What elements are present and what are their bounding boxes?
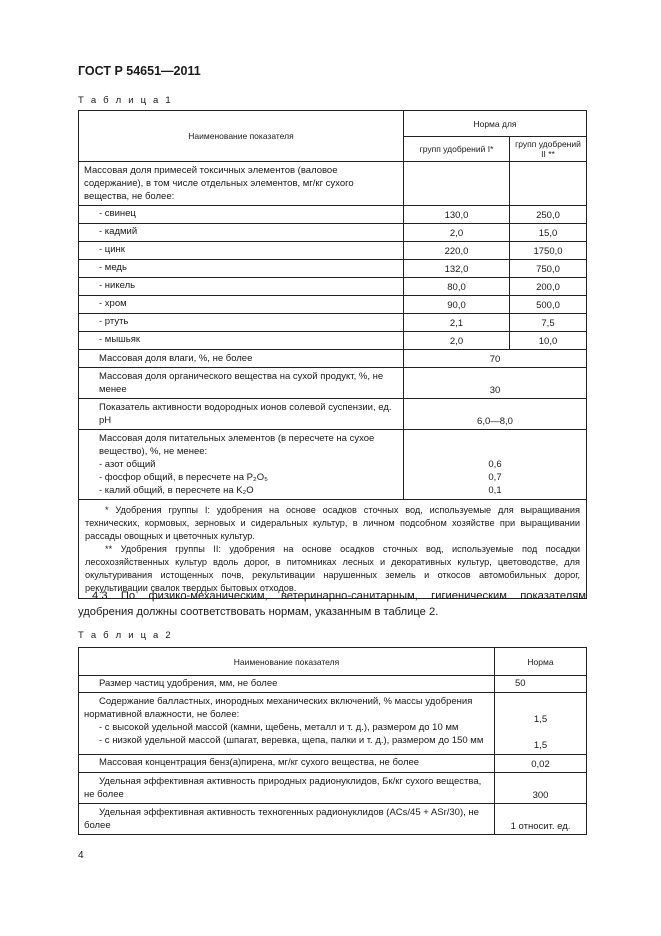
table1 <box>78 110 587 599</box>
ballast-high-value: 1,5 <box>533 714 548 725</box>
row-g1: 2,1 <box>404 314 510 332</box>
organic-value: 30 <box>404 368 587 399</box>
ph-name: Показатель активности водородных ионов солевой суспензии, ед. pH <box>79 399 404 430</box>
row-g2: 500,0 <box>510 296 587 314</box>
particle-value: 50 <box>495 676 587 693</box>
row-g1: 132,0 <box>404 260 510 278</box>
nutrients-cell <box>79 430 404 500</box>
row-name: - мышьяк <box>79 332 404 350</box>
row-name: - свинец <box>79 206 404 224</box>
row-g2: 10,0 <box>510 332 587 350</box>
ballast-cell <box>79 693 495 755</box>
table2 <box>78 647 587 835</box>
ballast-low-value: 1,5 <box>533 740 548 751</box>
natural-value: 300 <box>495 773 587 804</box>
natural-name: Удельная эффективная активность природных радионуклидов, Бк/кг сухого вещества, не более <box>79 773 495 804</box>
particle-name: Размер частиц удобрения, мм, не более <box>79 676 495 693</box>
table1-caption: Т а б л и ц а 1 <box>78 95 173 106</box>
nutrient-p-name: - фосфор общий, в пересчете на P₂O₅ <box>99 472 268 483</box>
ballast-high-name: - с высокой удельной массой (камни, щебень, металл и т. д.), размером до 10 мм <box>99 722 459 733</box>
table2-caption: Т а б л и ц а 2 <box>78 630 173 641</box>
benzpyrene-name: Массовая концентрация бенз(а)пирена, мг/кг сухого вещества, не более <box>79 755 495 773</box>
row-g1: 220,0 <box>404 242 510 260</box>
note-group1: * Удобрения группы I: удобрения на основе осадков сточных вод, используемые для выращивания технических, кормовых, зерновых и сидеральных культур, в личном подсобном хозяйстве при выращивании рассады овощных и цветочных культур. <box>85 505 580 541</box>
organic-name: Массовая доля органического вещества на сухой продукт, %, не менее <box>79 368 404 399</box>
row-name: - цинк <box>79 242 404 260</box>
row-g2: 15,0 <box>510 224 587 242</box>
row-g1: 90,0 <box>404 296 510 314</box>
nutrients-values <box>404 430 587 500</box>
ph-value: 6,0—8,0 <box>404 399 587 430</box>
ballast-name: Содержание балластных, инородных механических включений, % массы удобрения нормативной влажности, не более: <box>84 696 473 720</box>
row-g2: 750,0 <box>510 260 587 278</box>
note-group2: ** Удобрения группы II: удобрения на основе осадков сточных вод, используемые под посадки лесохозяйственных культур вдоль дорог, в питомниках лесных и декоративных культур, цветоводстве, для окультуривания истощенных почв, рекультивации нарушенных земель и откосов автомобильных дорог, рекультивации свалок твердых бытовых отходов. <box>85 544 580 593</box>
row-name: - медь <box>79 260 404 278</box>
table2-col-name: Наименование показателя <box>79 648 495 676</box>
row-g1: 80,0 <box>404 278 510 296</box>
row-name: - кадмий <box>79 224 404 242</box>
nutrients-name: Массовая доля питательных элементов (в пересчете на сухое вещество), %, не менее: <box>99 433 375 457</box>
nutrient-k-name: - калий общий, в пересчете на K₂O <box>99 485 254 496</box>
ballast-values <box>495 693 587 755</box>
moisture-name: Массовая доля влаги, %, не более <box>79 350 404 368</box>
table1-col-g1: групп удобрений I* <box>404 137 510 162</box>
ballast-low-name: - с низкой удельной массой (шпагат, веревка, щепа, палки и т. д.), размером до 150 мм <box>99 735 484 746</box>
nutrient-p-value: 0,7 <box>488 472 502 483</box>
toxic-header: Массовая доля примесей токсичных элементов (валовое содержание), в том числе отдельных элементов, мг/кг сухого вещества, не более: <box>79 162 404 206</box>
row-g2: 7,5 <box>510 314 587 332</box>
technogenic-name: Удельная эффективная активность техногенных радионуклидов (ACs/45 + ASr/30), не более <box>79 804 495 835</box>
moisture-value: 70 <box>404 350 587 368</box>
row-name: - хром <box>79 296 404 314</box>
nutrient-k-value: 0,1 <box>488 485 502 496</box>
row-g2: 250,0 <box>510 206 587 224</box>
page-number: 4 <box>78 850 84 861</box>
technogenic-value: 1 относит. ед. <box>495 804 587 835</box>
row-g1: 2,0 <box>404 332 510 350</box>
benzpyrene-value: 0,02 <box>495 755 587 773</box>
row-g1: 2,0 <box>404 224 510 242</box>
table1-notes <box>79 500 587 599</box>
nutrient-n-value: 0,6 <box>488 459 502 470</box>
table1-col-g2: групп удобрений II ** <box>510 137 587 162</box>
table2-col-norm: Норма <box>495 648 587 676</box>
paragraph-4-3 <box>78 588 586 620</box>
nutrient-n-name: - азот общий <box>99 459 156 470</box>
row-g2: 1750,0 <box>510 242 587 260</box>
row-name: - ртуть <box>79 314 404 332</box>
table1-col-norm: Норма для <box>404 111 587 137</box>
table1-col-name: Наименование показателя <box>79 111 404 162</box>
paragraph-text: 4.3 По физико-механическим, ветеринарно-санитарным, гигиеническим показателям удобрения должны соответствовать нормам, указанным в таблице 2. <box>78 590 586 618</box>
row-g2: 200,0 <box>510 278 587 296</box>
row-name: - никель <box>79 278 404 296</box>
row-g1: 130,0 <box>404 206 510 224</box>
document-header: ГОСТ Р 54651—2011 <box>78 64 201 78</box>
